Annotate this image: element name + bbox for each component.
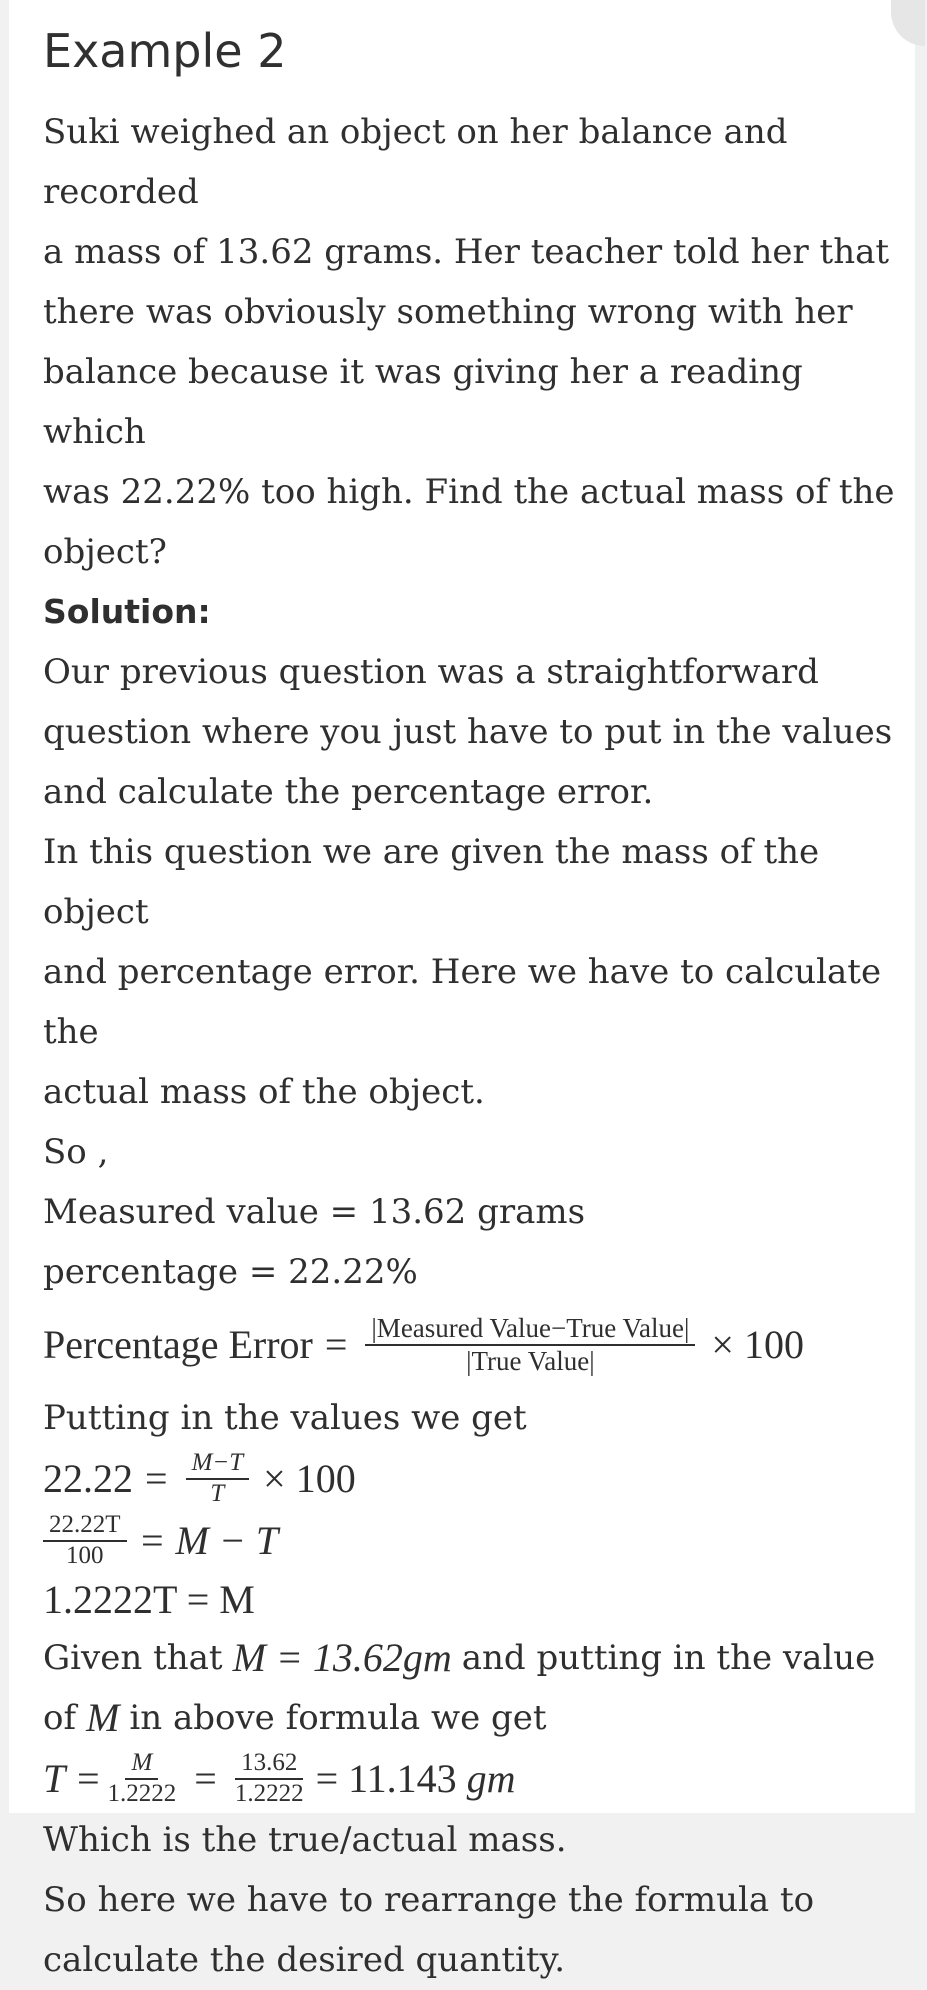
closing-line: Which is the true/actual mass. xyxy=(43,1820,567,1860)
step2-numerator: 22.22T xyxy=(43,1511,127,1542)
step1-denominator: T xyxy=(210,1480,225,1507)
explanation-line: and percentage error. Here we have to calculate the xyxy=(43,952,882,1052)
explanation-line: So , xyxy=(43,1132,109,1172)
formula-numerator: |Measured Value−True Value| xyxy=(365,1313,695,1346)
explanation-line: Measured value = 13.62 grams xyxy=(43,1192,586,1232)
formula-fraction xyxy=(365,1313,695,1377)
step1-fraction xyxy=(186,1449,250,1509)
closing-paragraph xyxy=(43,1810,903,1990)
final-fraction-1 xyxy=(108,1749,177,1809)
step1-times: × 100 xyxy=(263,1456,356,1501)
final-frac2-numerator: 13.62 xyxy=(235,1749,303,1780)
article-content xyxy=(43,0,903,1990)
equation-step-3 xyxy=(43,1572,903,1628)
closing-line: So here we have to rearrange the formula to xyxy=(43,1880,815,1920)
question-paragraph xyxy=(43,102,903,582)
given-rest: in above formula we get xyxy=(129,1698,547,1738)
final-frac1-numerator: M xyxy=(125,1749,158,1780)
step2-fraction xyxy=(43,1511,127,1571)
question-line: was 22.22% too high. Find the actual mass of the xyxy=(43,472,895,512)
final-unit: gm xyxy=(466,1756,516,1801)
question-line: there was obviously something wrong with her xyxy=(43,292,853,332)
explanation-line: and calculate the percentage error. xyxy=(43,772,654,812)
step1-lhs: 22.22 xyxy=(43,1456,133,1501)
explanation-paragraph xyxy=(43,642,903,1302)
formula-equals: = xyxy=(324,1322,348,1367)
given-of: of xyxy=(43,1698,77,1738)
question-line: Suki weighed an object on her balance and recorded xyxy=(43,112,788,212)
solution-label: Solution: xyxy=(43,592,211,631)
final-frac2-denominator: 1.2222 xyxy=(234,1780,304,1807)
step1-equals: = xyxy=(145,1456,168,1501)
step2-rhs: = M − T xyxy=(138,1518,279,1563)
final-result: = 11.143 xyxy=(315,1756,457,1801)
closing-line: calculate the desired quantity. xyxy=(43,1940,566,1980)
step1-numerator: M−T xyxy=(186,1449,250,1480)
given-m: M xyxy=(86,1695,120,1740)
putting-text: Putting in the values we get xyxy=(43,1398,527,1438)
explanation-line: actual mass of the object. xyxy=(43,1072,485,1112)
formula-lhs: Percentage Error xyxy=(43,1322,313,1367)
formula-times: × 100 xyxy=(711,1322,804,1367)
percentage-error-formula xyxy=(43,1302,903,1388)
step3-text: 1.2222T = M xyxy=(43,1577,255,1622)
explanation-line: question where you just have to put in the values xyxy=(43,712,893,752)
question-line: object? xyxy=(43,532,167,572)
step2-denominator: 100 xyxy=(66,1542,104,1569)
final-frac1-denominator: 1.2222 xyxy=(107,1780,177,1807)
given-line xyxy=(43,1628,903,1688)
equation-final xyxy=(43,1748,903,1810)
question-line: balance because it was giving her a reading which xyxy=(43,352,803,452)
example-heading: Example 2 xyxy=(43,24,287,78)
given-line-2 xyxy=(43,1688,903,1748)
explanation-line: Our previous question was a straightforward xyxy=(43,652,819,692)
formula-denominator: |True Value| xyxy=(466,1346,595,1376)
given-math: M = 13.62gm xyxy=(232,1635,452,1680)
explanation-line: In this question we are given the mass of the object xyxy=(43,832,820,932)
equation-step-1 xyxy=(43,1448,903,1510)
article-page xyxy=(9,0,915,1980)
equation-step-2 xyxy=(43,1510,903,1572)
explanation-line: percentage = 22.22% xyxy=(43,1252,418,1292)
final-fraction-2 xyxy=(235,1749,304,1809)
final-lhs: T = xyxy=(43,1756,102,1801)
question-line: a mass of 13.62 grams. Her teacher told her that xyxy=(43,232,890,272)
given-text: Given that xyxy=(43,1638,223,1678)
given-text-2: and putting in the value xyxy=(461,1638,876,1678)
final-equals: = xyxy=(194,1756,217,1801)
